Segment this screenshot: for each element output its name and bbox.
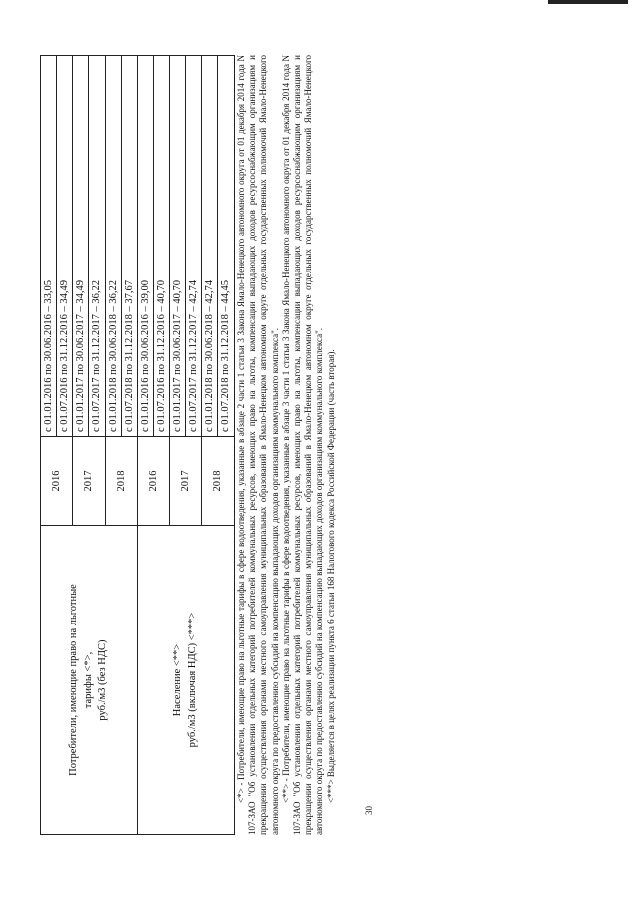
year-cell: 2017: [170, 437, 202, 526]
category-line: тарифы <*>,: [82, 651, 94, 709]
year-cell: 2017: [73, 437, 105, 526]
category-line: руб./м3 (включая НДС) <***>: [186, 612, 198, 748]
tariff-period-cell: с 01.01.2017 по 30.06.2017 – 40,70: [170, 56, 186, 437]
year-cell: 2018: [105, 437, 137, 526]
tariff-period-cell: с 01.01.2016 по 30.06.2016 – 33,05: [41, 56, 57, 437]
footnote-2: <**> - Потребители, имеющие право на льготные тарифы в сфере водоотведения, указанные в абзаце 3 части 1 статьи 3 Закона Ямало-Ненецкого автономного округа от 01 декабря 2014 года N 107-ЗАО "Об установлении отдельных категорий потребителей коммунальных ресурсов, имеющих право на льготы, компенсации выпадающих доходов ресурсоснабжающим организациям и прекращении осуществления органами местного самоуправления муниципальных образований в Ямало-Ненецком автономном округе отдельных государственных полномочий Ямало-Ненецкого автономного округа по предоставлению субсидий на компенсацию выпадающих доходов организациям коммунального комплекса".: [280, 55, 325, 835]
category-cell: [137, 526, 234, 835]
category-cell: [41, 526, 138, 835]
scan-edge-mark: [548, 0, 628, 4]
tariff-period-cell: с 01.01.2018 по 30.06.2018 – 42,74: [202, 56, 218, 437]
tariff-period-cell: с 01.07.2016 по 31.12.2016 – 34,49: [57, 56, 73, 437]
tariff-period-cell: с 01.07.2016 по 31.12.2016 – 40,70: [153, 56, 169, 437]
category-line: Потребители, имеющие право на льготные: [67, 584, 79, 776]
tariff-period-cell: с 01.07.2017 по 31.12.2017 – 36,22: [89, 56, 105, 437]
category-line: руб./м3 (без НДС): [97, 639, 109, 721]
tariff-period-cell: с 01.07.2018 по 31.12.2018 – 44,45: [218, 56, 234, 437]
tariff-period-cell: с 01.01.2018 по 30.06.2018 – 36,22: [105, 56, 121, 437]
page-number: 30: [364, 806, 374, 815]
table-row: [137, 56, 153, 835]
footnote-1: <*> - Потребители, имеющие право на льготные тарифы в сфере водоотведения, указанные в абзаце 2 части 1 статьи 3 Закона Ямало-Ненецкого автономного округа от 01 декабря 2014 года N 107-ЗАО "Об установлении отдельных категорий потребителей коммунальных ресурсов, имеющих право на льготы, компенсации выпадающих доходов ресурсоснабжающим организациям и прекращении осуществления органами местного самоуправления муниципальных образований в Ямало-Ненецком автономном округе отдельных государственных полномочий Ямало-Ненецкого автономного округа по предоставлению субсидий на компенсацию выпадающих доходов организациям коммунального комплекса".: [236, 55, 280, 835]
tariff-period-cell: с 01.01.2017 по 30.06.2017 – 34,49: [73, 56, 89, 437]
year-cell: 2016: [41, 437, 73, 526]
tariff-period-cell: с 01.07.2018 по 31.12.2018 – 37,67: [121, 56, 137, 437]
rotated-page: [10, 35, 410, 835]
year-cell: 2018: [202, 437, 234, 526]
table-row: [41, 56, 57, 835]
tariff-table: [40, 55, 235, 835]
footnote-3: <***> Выделяется в целях реализации пункта 6 статьи 168 Налогового кодекса Российской Федерации (часть вторая).: [325, 349, 336, 803]
category-line: Население <**>: [171, 643, 183, 717]
footnotes: [236, 55, 337, 835]
tariff-period-cell: с 01.07.2017 по 31.12.2017 – 42,74: [186, 56, 202, 437]
year-cell: 2016: [137, 437, 169, 526]
tariff-period-cell: с 01.01.2016 по 30.06.2016 – 39,00: [137, 56, 153, 437]
